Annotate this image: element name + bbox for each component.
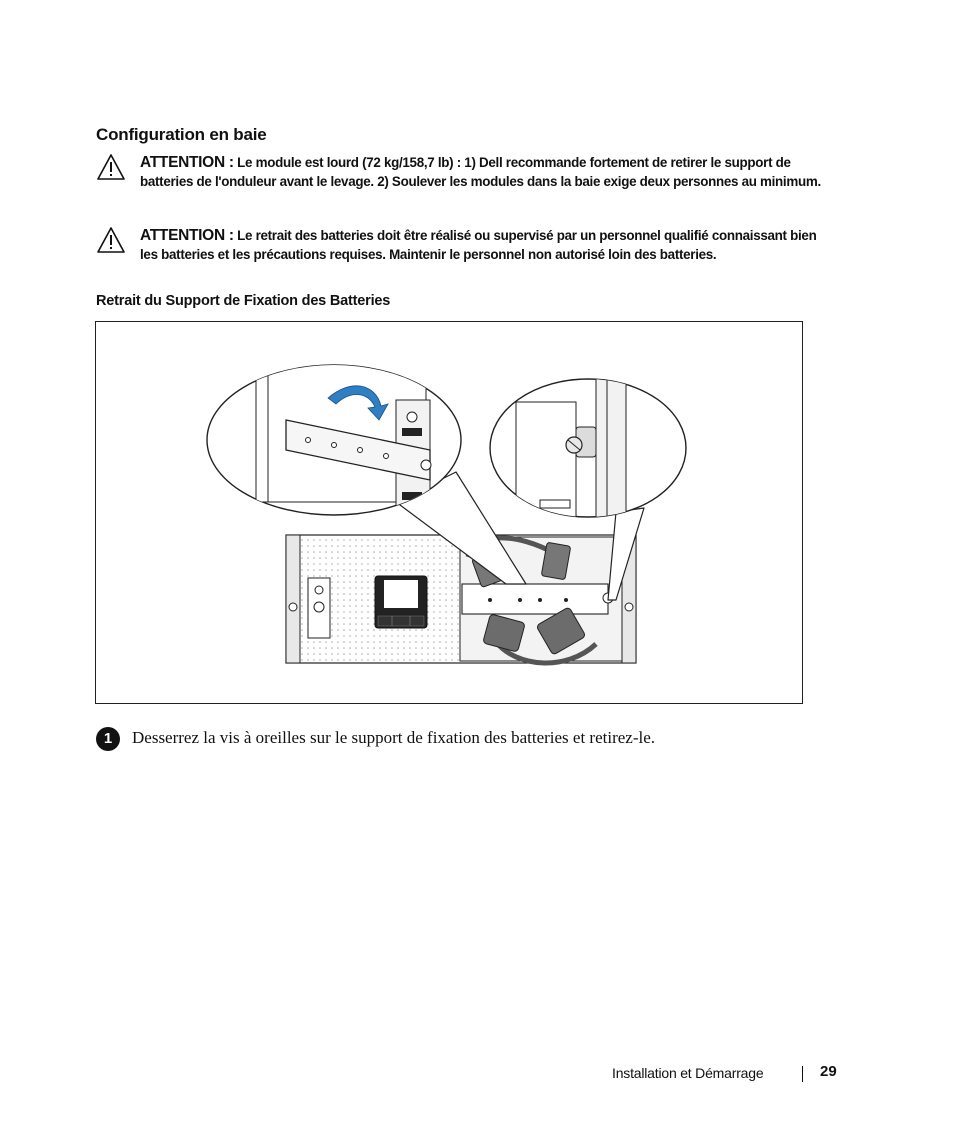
ups-unit <box>286 535 636 663</box>
subsection-title: Retrait du Support de Fixation des Batteries <box>96 293 391 309</box>
illustration <box>96 322 802 703</box>
page-number: 29 <box>820 1063 837 1080</box>
step-text: Desserrez la vis à oreilles sur le support de fixation des batteries et retirez-le. <box>132 728 656 747</box>
caution-label: ATTENTION : <box>140 154 234 171</box>
figure-battery-bracket <box>95 321 803 704</box>
zoom-bracket-removal <box>207 362 461 515</box>
warning-triangle-icon <box>96 226 126 254</box>
warning-triangle-icon <box>96 153 126 181</box>
zoom-thumbscrew <box>490 372 686 532</box>
caution-text: Le retrait des batteries doit être réalisé ou supervisé par un personnel qualifié connaissant bien les batteries et les précautions requises. Maintenir le personnel non autorisé loin des batteries. <box>140 228 817 262</box>
caution-weight <box>96 153 836 213</box>
step-number-badge: 1 <box>96 727 120 751</box>
caution-label: ATTENTION : <box>140 227 234 244</box>
footer-chapter: Installation et Démarrage <box>612 1065 764 1081</box>
footer-separator <box>802 1066 803 1082</box>
step-1 <box>96 727 856 757</box>
caution-personnel <box>96 226 836 266</box>
section-title: Configuration en baie <box>96 125 267 144</box>
caution-text: Le module est lourd (72 kg/158,7 lb) : 1) Dell recommande fortement de retirer le support de batteries de l'onduleur avant le levage. 2) Soulever les modules dans la baie exige deux personnes au minimum. <box>140 155 821 189</box>
